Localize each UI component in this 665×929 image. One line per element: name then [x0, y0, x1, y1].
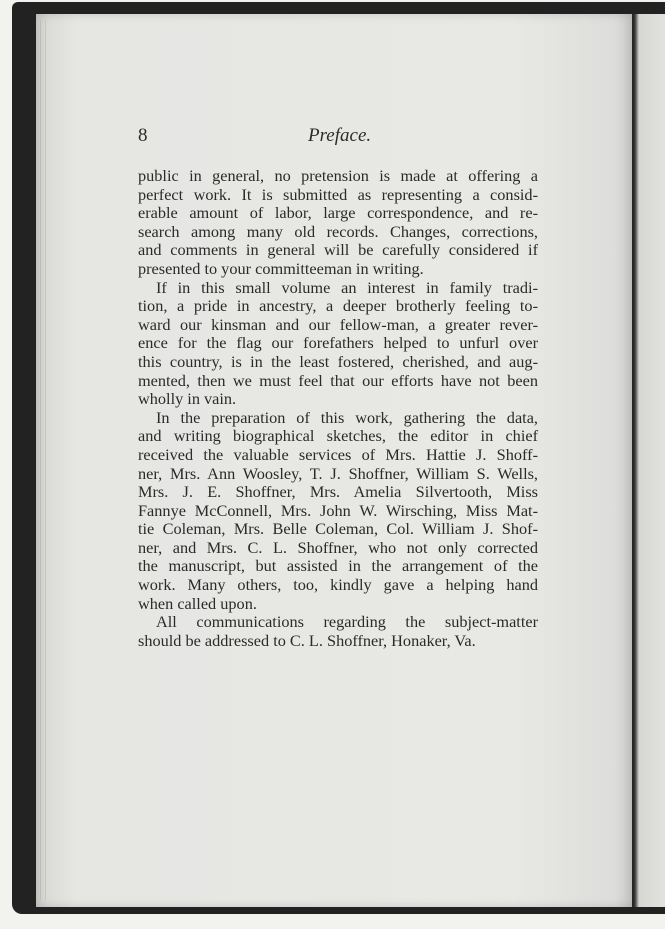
text-line: Mrs. J. E. Shoffner, Mrs. Amelia Silvertooth, Miss — [138, 482, 538, 502]
text-line: tie Coleman, Mrs. Belle Coleman, Col. William J. Shof- — [138, 519, 538, 539]
running-head: Preface. — [308, 125, 372, 146]
paragraph — [138, 409, 538, 614]
text-line: Fannye McConnell, Mrs. John W. Wirsching, Miss Mat- — [138, 500, 538, 520]
text-line: If in this small volume an interest in family tradi- — [156, 277, 538, 297]
text-line: tion, a pride in ancestry, a deeper brotherly feeling to- — [138, 296, 538, 316]
text-line: mented, then we must feel that our efforts have not been — [138, 370, 538, 390]
text-line: and comments in general will be carefully considered if — [138, 240, 538, 260]
text-line: ence for the flag our forefathers helped to unfurl over — [138, 333, 538, 353]
text-line: ner, Mrs. Ann Woosley, T. J. Shoffner, William S. Wells, — [138, 463, 538, 483]
text-line: In the preparation of this work, gathering the data, — [156, 407, 538, 427]
text-line: search among many old records. Changes, corrections, — [138, 221, 538, 241]
text-line: public in general, no pretension is made at offering a — [138, 166, 538, 185]
text-line: erable amount of labor, large correspondence, and re- — [138, 203, 538, 223]
text-line: and writing biographical sketches, the editor in chief — [138, 426, 538, 446]
paragraph — [138, 167, 538, 279]
text-line: ward our kinsman and our fellow-man, a greater rever- — [138, 314, 538, 334]
text-line: the manuscript, but assisted in the arrangement of the — [138, 556, 538, 576]
text-line: wholly in vain. — [138, 389, 237, 409]
paragraph — [138, 613, 538, 650]
page-stack-edge — [40, 20, 46, 900]
paragraph — [138, 279, 538, 409]
text-line: presented to your committeeman in writing. — [138, 258, 424, 278]
text-line: ner, and Mrs. C. L. Shoffner, who not only corrected — [138, 537, 538, 557]
facing-page-edge — [632, 14, 665, 907]
text-line: when called upon. — [138, 593, 257, 613]
text-line: All communications regarding the subject-matter — [156, 612, 538, 632]
preface-body — [138, 167, 538, 650]
text-line: received the valuable services of Mrs. Hattie J. Shoff- — [138, 444, 538, 464]
page-number: 8 — [138, 125, 148, 146]
text-line: work. Many others, too, kindly gave a helping hand — [138, 575, 538, 595]
text-line: perfect work. It is submitted as representing a consid- — [138, 184, 538, 204]
text-line: should be addressed to C. L. Shoffner, Honaker, Va. — [138, 630, 476, 650]
page-header — [138, 125, 538, 153]
text-line: this country, is in the least fostered, cherished, and aug- — [138, 351, 538, 371]
